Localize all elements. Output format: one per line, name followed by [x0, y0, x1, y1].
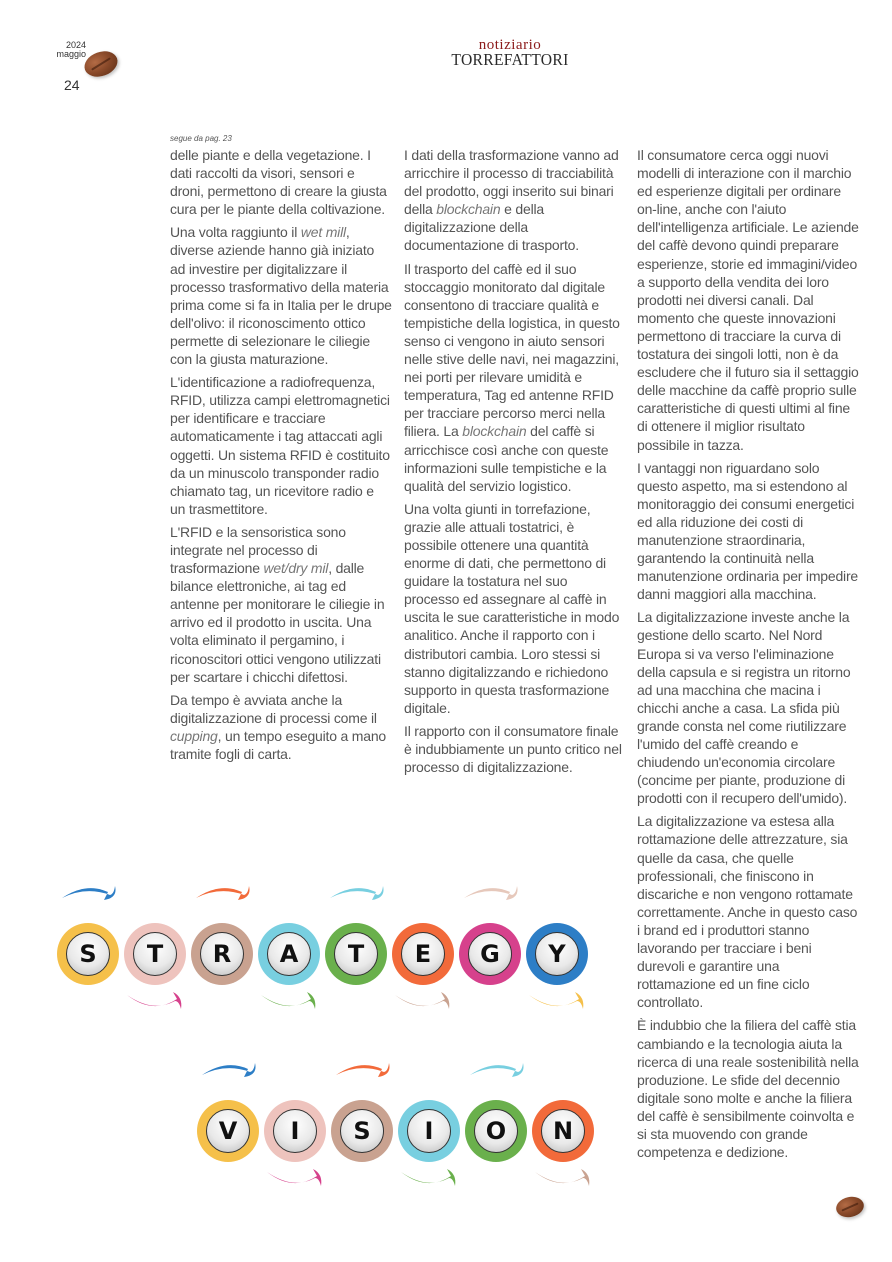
article-column-3: [637, 146, 859, 1166]
letter-circle: [465, 1100, 527, 1162]
letter-circle: [331, 1100, 393, 1162]
letter-circle: [197, 1100, 259, 1162]
letter-circle: [392, 923, 454, 985]
letter-circle: [191, 923, 253, 985]
article-paragraph: [404, 722, 626, 776]
text-run: Una volta raggiunto il: [170, 224, 301, 241]
article-column-1: [170, 146, 392, 768]
arrow-swoosh-icon: [533, 1166, 593, 1197]
italic-term: cupping: [170, 727, 218, 744]
letter-circle: [124, 923, 186, 985]
article-paragraph: [404, 260, 626, 495]
arrow-swoosh-icon: [60, 884, 120, 915]
arrow-swoosh-icon: [468, 1061, 528, 1092]
arrow-swoosh-icon: [399, 1166, 459, 1197]
text-run: Il consumatore cerca oggi nuovi modelli di interazione con il marchio ed esperienze digitali per ordinare on-line, anche con l'aiuto dell'intelligenza artificiale. Le aziende del caffè devono quindi preparare esperienze, storie ed immagini/video a supporto della vendita dei loro prodotti nei diversi canali. Dal momento che queste innovazioni permettono di tracciare la curva di tostatura dei singoli lotti, non è da escludere che il futuro sia il settaggio delle macchine da caffè proprio sulle caratteristiche di questi ultimi al fine di ottenere il miglior risultato possibile in tazza.: [637, 147, 859, 453]
letter-circle: [264, 1100, 326, 1162]
text-run: Il rapporto con il consumatore finale è indubbiamente un punto critico nel processo di digitalizzazione.: [404, 722, 622, 776]
letter-glyph: T: [334, 932, 378, 976]
letter-glyph: N: [541, 1109, 585, 1153]
vision-illustration: [195, 1055, 620, 1215]
letter-glyph: V: [206, 1109, 250, 1153]
letter-glyph: A: [267, 932, 311, 976]
article-paragraph: [170, 523, 392, 686]
coffee-bean-icon: [81, 47, 121, 81]
text-run: e della digitalizzazione della documentazione di trasporto.: [404, 201, 579, 254]
masthead-subtitle: notiziario: [478, 37, 542, 53]
letter-circle: [258, 923, 320, 985]
article-paragraph: [170, 146, 392, 218]
arrow-swoosh-icon: [462, 884, 522, 915]
article-paragraph: [404, 500, 626, 717]
text-run: I dati della trasformazione vanno ad arricchire il processo di tracciabilità del prodotto, oggi inserito sui binari della: [404, 147, 619, 218]
article-paragraph: [637, 1016, 859, 1161]
text-run: del caffè si arricchisce così anche con queste informazioni sulle tempistiche e la qualità del servizio logistico.: [404, 423, 609, 494]
letter-glyph: R: [200, 932, 244, 976]
text-run: Una volta giunti in torrefazione, grazie alle attuali tostatrici, è possibile ottenere una quantità enorme di dati, che permettono di guidare la tostatura nel suo processo ed assegnare al caffè in uscita le sue caratteristiche in modo analitico. Anche il rapporto con i distributori cambia. Loro stessi si stanno digitalizzando e richiedono supporto in questa trasformazione digitale.: [404, 500, 620, 716]
letter-glyph: S: [340, 1109, 384, 1153]
letter-glyph: O: [474, 1109, 518, 1153]
article-paragraph: [637, 608, 859, 807]
text-run: I vantaggi non riguardano solo questo aspetto, ma si estendono al monitoraggio dei consumi energetici ed alla riduzione dei costi di manutenzione straordinaria, garantendo la continuità nella manutenzione ordinaria per impedire danni maggiori alla macchina.: [637, 459, 859, 603]
text-run: È indubbio che la filiera del caffè stia cambiando e la tecnologia aiuta la ricerca di una reale sostenibilità nella produzione. Le sfide del decennio digitale sono molte e anche la filiera del caffè è sensibilmente coinvolta e si sta muovendo con grande competenza e dedizione.: [637, 1017, 859, 1161]
italic-term: wet/dry mil: [263, 560, 329, 577]
italic-term: blockchain: [436, 201, 501, 218]
arrow-swoosh-icon: [125, 989, 185, 1020]
letter-circle: [459, 923, 521, 985]
article-paragraph: [637, 146, 859, 454]
text-run: , diverse aziende hanno già iniziato ad investire per digitalizzare il processo trasformativo della materia prima come si fa in Italia per le drupe dell'olivo: il riconoscimento ottico permette di selezionare le ciliegie con la giusta maturazione.: [170, 224, 392, 368]
arrow-swoosh-icon: [194, 884, 254, 915]
article-paragraph: [404, 146, 626, 255]
coffee-bean-icon: [834, 1194, 866, 1219]
letter-glyph: E: [401, 932, 445, 976]
letter-circle: [57, 923, 119, 985]
article-paragraph: [170, 691, 392, 763]
text-run: L'identificazione a radiofrequenza, RFID, utilizza campi elettromagnetici per identificare e tracciare automaticamente i tag attaccati agli oggetti. Un sistema RFID è costituito da un minuscolo transponder radio chiamato tag, un ricevitore radio e un trasmettitore.: [170, 374, 390, 517]
letter-circle: [325, 923, 387, 985]
arrow-swoosh-icon: [200, 1061, 260, 1092]
text-run: La digitalizzazione va estesa alla rottamazione delle attrezzature, sia quelle da casa, che quelle professionali, che finiscono in discariche e non vengono rottamate correttamente. Anche in questo caso i brand ed i produttori stanno lavorando per tracciare i beni durevoli e garantire una rottamazione ed un fine ciclo controllato.: [637, 813, 858, 1011]
article-paragraph: [170, 373, 392, 518]
masthead-title: TORREFATTORI: [451, 50, 569, 69]
letter-glyph: I: [273, 1109, 317, 1153]
continued-from-label: segue da pag. 23: [170, 134, 232, 143]
italic-term: blockchain: [462, 423, 527, 440]
text-run: Da tempo è avviata anche la digitalizzazione di processi come il: [170, 691, 377, 726]
letter-glyph: I: [407, 1109, 451, 1153]
arrow-swoosh-icon: [328, 884, 388, 915]
letter-circle: [532, 1100, 594, 1162]
letter-circle: [398, 1100, 460, 1162]
arrow-swoosh-icon: [334, 1061, 394, 1092]
strategy-illustration: [55, 878, 600, 1028]
arrow-swoosh-icon: [265, 1166, 325, 1197]
letter-glyph: Y: [535, 932, 579, 976]
article-paragraph: [637, 812, 859, 1011]
letter-glyph: G: [468, 932, 512, 976]
issue-year: 2024: [65, 40, 86, 50]
arrow-swoosh-icon: [527, 989, 587, 1020]
letter-circle: [526, 923, 588, 985]
text-run: , un tempo eseguito a mano tramite fogli di carta.: [170, 727, 387, 762]
masthead: [425, 38, 595, 68]
letter-glyph: S: [66, 932, 110, 976]
text-run: La digitalizzazione investe anche la gestione dello scarto. Nel Nord Europa si va verso l'eliminazione della capsula e si registra un ritorno ad una macchina che macina i chicchi anche a casa. La sfida più grande consta nel come riutilizzare l'umido del caffè creando e chiudendo un'economia circolare (concime per piante, produzione di prodotti con il recupero dell'umido).: [637, 609, 851, 807]
issue-month: maggio: [56, 49, 86, 59]
text-run: , dalle bilance elettroniche, ai tag ed antenne per monitorare le ciliegie in arrivo ed il prodotto in uscita. Una volta eliminato il pergamino, i riconoscitori ottici vengono utilizzati per scartare i chicchi difettosi.: [170, 560, 385, 685]
text-run: Il trasporto del caffè ed il suo stoccaggio monitorato dal digitale consentono di tracciare qualità e tempistiche della logistica, in questo senso ci vengono in aiuto sensori nelle stive delle navi, nei magazzini, nei porti per rilevare umidità e temperatura, Tag ed antenne RFID per tracciare percorso merci nella filiera. La: [404, 260, 620, 440]
text-run: delle piante e della vegetazione. I dati raccolti da visori, sensori e droni, permettono di creare la giusta cura per le piante della coltivazione.: [170, 147, 387, 218]
article-paragraph: [637, 459, 859, 604]
page-number: 24: [64, 77, 80, 93]
arrow-swoosh-icon: [259, 989, 319, 1020]
text-run: L'RFID e la sensoristica sono integrate nel processo di trasformazione: [170, 523, 346, 577]
article-paragraph: [170, 223, 392, 368]
arrow-swoosh-icon: [393, 989, 453, 1020]
italic-term: wet mill: [300, 224, 346, 241]
letter-glyph: T: [133, 932, 177, 976]
article-column-2: [404, 146, 626, 781]
